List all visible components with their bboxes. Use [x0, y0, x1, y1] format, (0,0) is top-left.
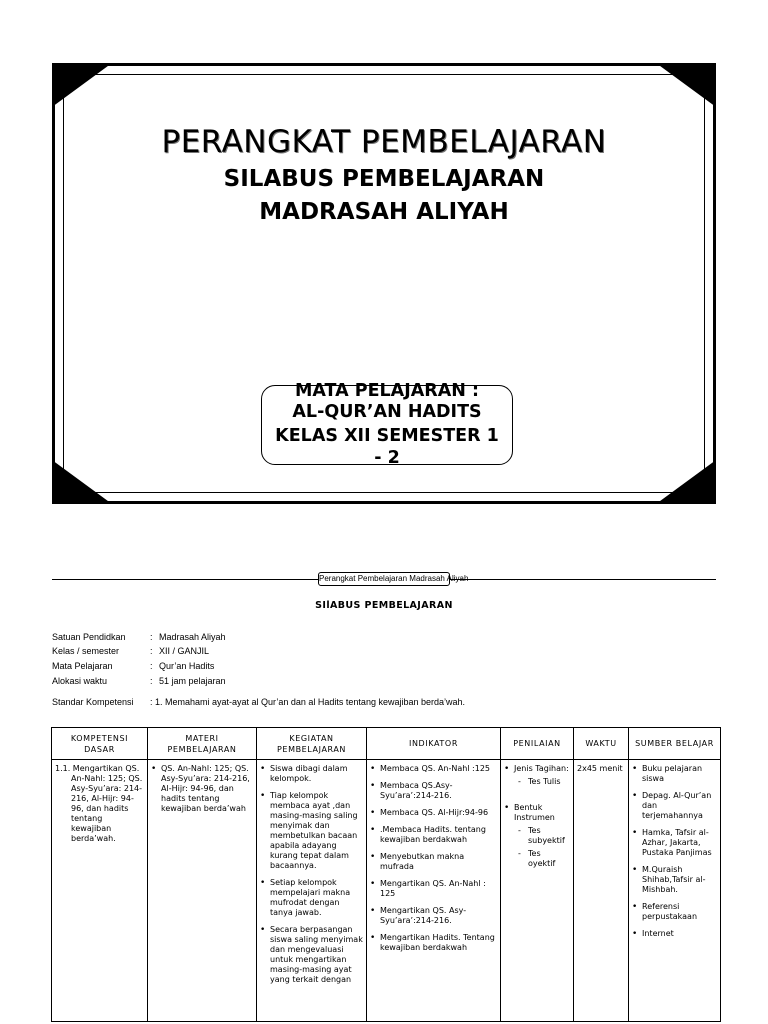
list-item: • Membaca QS.Asy-Syu’ara’:214-216.: [370, 781, 497, 801]
cover-subtitle-madrasah: MADRASAH ALIYAH: [259, 199, 509, 225]
info-key: Standar Kompetensi: [52, 697, 134, 707]
list-item: • Internet: [632, 929, 717, 939]
cover-subtitle-silabus: SILABUS PEMBELAJARAN: [223, 166, 545, 192]
list-item: • QS. An-Nahl: 125; QS. Asy-Syu’ara: 214-216, Al-Hijr: 94-96, dan hadits tentang kewajiban berda’wah: [151, 764, 253, 814]
mata-pelajaran-box: [261, 381, 513, 468]
info-value: Qur’an Hadits: [159, 661, 215, 671]
table-header-row: [52, 728, 721, 760]
list-item: • Menyebutkan makna mufrada: [370, 852, 497, 872]
cover-frame: [52, 63, 716, 504]
penilaian-jenis-item: - Tes Tulis: [514, 777, 570, 787]
cell-indikator: [367, 760, 501, 1022]
mapel-line-3: KELAS XII SEMESTER 1: [275, 426, 499, 446]
list-item: • M.Quraish Shihab,Tafsir al-Mishbah.: [632, 865, 717, 895]
cover-title: PERANGKAT PEMBELAJARAN: [161, 124, 607, 160]
kd-text: 1.1. Mengartikan QS. An-Nahl: 125; QS. Asy-Syu’ara: 214-216, Al-Hijr: 94-96, dan hadits tentang kewajiban berda’wah.: [55, 764, 143, 843]
penilaian-bentuk: Bentuk Instrumen: [514, 803, 555, 822]
list-item: • Membaca QS. An-Nahl :125: [370, 764, 497, 774]
info-colon: :: [150, 697, 153, 707]
info-key: Satuan Pendidkan: [52, 632, 126, 642]
info-colon: :: [150, 632, 153, 642]
penilaian-jenis: Jenis Tagihan:: [514, 764, 569, 773]
list-item: • Hamka, Tafsir al-Azhar, Jakarta, Pustaka Panjimas: [632, 828, 717, 858]
header-materi: MATERI PEMBELAJARAN: [148, 728, 257, 760]
info-key: Mata Pelajaran: [52, 661, 113, 671]
cell-materi: [148, 760, 257, 1022]
info-value: Madrasah Aliyah: [159, 632, 226, 642]
cell-kompetensi-dasar: [52, 760, 148, 1022]
cell-penilaian: [501, 760, 574, 1022]
frame-corner-top-right: [656, 63, 716, 107]
list-item: [504, 803, 570, 869]
info-value: XII / GANJIL: [159, 646, 210, 656]
list-item: • Tiap kelompok membaca ayat ,dan masing-masing saling menyimak dan membetulkan bacaan apabila adayang kurang tepat dalam bacaannya.: [260, 791, 363, 871]
table-row: [52, 760, 721, 1022]
cell-sumber: [629, 760, 721, 1022]
header-kompetensi-dasar: KOMPETENSI DASAR: [52, 728, 148, 760]
list-item: • Mengartikan Hadits. Tentang kewajiban berdakwah: [370, 933, 497, 953]
list-item: • Secara berpasangan siswa saling menyimak dan mengevaluasi untuk mengartikan masing-masing ayat yang terkait dengan: [260, 925, 363, 985]
mapel-line-2: AL-QUR’AN HADITS: [292, 402, 482, 422]
frame-corner-bottom-right: [656, 460, 716, 504]
header-indikator: INDIKATOR: [367, 728, 501, 760]
frame-corner-bottom-left: [52, 460, 112, 504]
info-colon: :: [150, 661, 153, 671]
cell-waktu: [574, 760, 629, 1022]
header-sumber: SUMBER BELAJAR: [629, 728, 721, 760]
cell-kegiatan: [257, 760, 367, 1022]
info-colon: :: [150, 676, 153, 686]
frame-corner-top-left: [52, 63, 112, 107]
header-penilaian: PENILAIAN: [501, 728, 574, 760]
mapel-line-1: MATA PELAJARAN :: [294, 381, 480, 401]
info-value: 51 jam pelajaran: [159, 676, 226, 686]
list-item: • Referensi perpustakaan: [632, 902, 717, 922]
list-item: • Membaca QS. Al-Hijr:94-96: [370, 808, 497, 818]
list-item: • Depag. Al-Qur’an dan terjemahannya: [632, 791, 717, 821]
list-item: • Buku pelajaran siswa: [632, 764, 717, 784]
list-item: • Setiap kelompok mempelajari makna mufrodat dengan tanya jawab.: [260, 878, 363, 918]
silabus-table: [51, 727, 721, 1022]
penilaian-bentuk-item: - Tes oyektif: [514, 849, 570, 869]
list-item: • .Membaca Hadits. tentang kewajiban berdakwah: [370, 825, 497, 845]
header-kegiatan: KEGIATAN PEMBELAJARAN: [257, 728, 367, 760]
mapel-line-4: - 2: [374, 448, 400, 468]
info-key: Alokasi waktu: [52, 676, 108, 686]
info-key: Kelas / semester: [52, 646, 120, 656]
info-value: 1. Memahami ayat-ayat al Qur’an dan al Hadits tentang kewajiban berda’wah.: [155, 697, 466, 707]
list-item: [504, 764, 570, 787]
header-waktu: WAKTU: [574, 728, 629, 760]
list-item: • Mengartikan QS. Asy-Syu’ara’:214-216.: [370, 906, 497, 926]
header-label: Perangkat Pembelajaran Madrasah Aliyah: [318, 572, 450, 586]
info-colon: :: [150, 646, 153, 656]
list-item: • Mengartikan QS. An-Nahl : 125: [370, 879, 497, 899]
list-item: • Siswa dibagi dalam kelompok.: [260, 764, 363, 784]
penilaian-bentuk-item: - Tes subyektif: [514, 826, 570, 846]
document-title: SIlABUS PEMBELAJARAN: [315, 600, 453, 611]
waktu-value: 2x45 menit: [577, 764, 623, 773]
